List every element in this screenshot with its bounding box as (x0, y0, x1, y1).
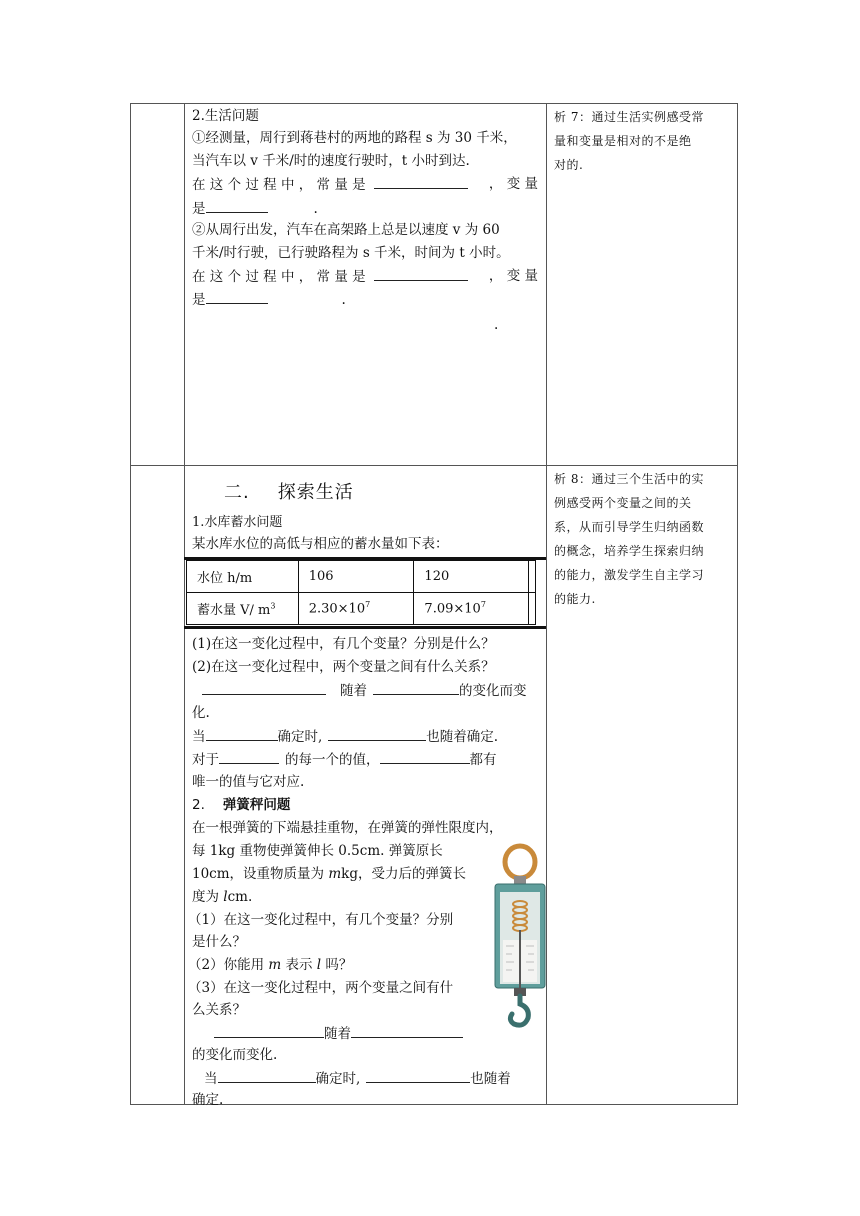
spring-answer-line2: 的变化而变化. (192, 1047, 278, 1063)
change-text: 的变化而变 (459, 683, 527, 699)
sub-title-reservoir: 1.水库蓄水问题 (192, 515, 283, 530)
spring-q3b: 么关系？ (192, 1002, 246, 1018)
meiyige-text: 的每一个的值， (285, 752, 380, 768)
q1-line3 (192, 174, 538, 195)
water-level-table (186, 560, 536, 625)
table-row (187, 561, 536, 593)
reservoir-question-1: (1)在这一变化过程中，有几个变量？分别是什么？ (192, 636, 495, 652)
answer-blank[interactable] (373, 680, 459, 695)
stray-dot: . (494, 317, 499, 333)
reservoir-answer-line1 (192, 680, 527, 701)
q1-line3-tail: ， 变 量 (488, 176, 538, 192)
spring-q1b: 是什么？ (192, 934, 246, 950)
queding-text: 确定时, (277, 729, 323, 745)
duiyu-text: 对于 (192, 752, 219, 768)
variable-blank[interactable] (206, 198, 268, 213)
table-cell: 120 (414, 561, 529, 593)
reservoir-answer-hua: 化. (192, 705, 210, 721)
spring-answer-line1: 随着 (192, 1023, 463, 1044)
answer-blank[interactable] (380, 749, 470, 764)
bottom-hook (510, 996, 528, 1025)
answer-blank[interactable] (328, 726, 426, 741)
q1-line2: 当汽车以 v 千米/时的速度行驶时，t 小时到达. (192, 153, 470, 169)
spring-q1a: （1）在这一变化过程中，有几个变量？分别 (188, 912, 454, 928)
douyou-text: 都有 (469, 752, 497, 768)
reservoir-answer-line2 (192, 726, 498, 747)
note7-line1: 析 7：通过生活实例感受常 (554, 110, 704, 124)
answer-blank[interactable] (366, 1068, 470, 1083)
reservoir-question-2: (2)在这一变化过程中，两个变量之间有什么关系？ (192, 659, 495, 675)
table-top-border (130, 103, 738, 104)
table-cell: 蓄水量 V/ $m^3$ (187, 593, 299, 625)
q2-line2: 千米/时行驶，已行驶路程为 s 千米，时间为 t 小时。 (192, 245, 510, 261)
constant-blank-2[interactable] (374, 266, 468, 281)
q2-line3-text: 在 这 个 过 程 中 ， 常 量 是 (192, 269, 366, 285)
q2-line4-text: 是 (192, 292, 206, 308)
spring-scale-image (490, 842, 550, 1036)
spring-q2: （2）你能用 m 表示 l 吗？ (188, 957, 353, 973)
constant-blank[interactable] (374, 174, 468, 189)
reservoir-answer-line3 (192, 749, 497, 770)
water-table-bottom-rule (184, 626, 546, 629)
top-ring (505, 846, 535, 878)
note8-line6: 的能力. (554, 592, 596, 606)
table-cell: 水位 h/m (187, 561, 299, 593)
q2-line1: ②从周行出发，汽车在高架路上总是以速度 v 为 60 (192, 222, 500, 238)
spring-p4: 度为 lcm. (192, 889, 253, 905)
spring-q3a: （3）在这一变化过程中，两个变量之间有什 (188, 980, 454, 996)
table-row (187, 593, 536, 625)
table-cell (529, 561, 536, 593)
heading-text: 探索生活 (277, 482, 354, 503)
answer-blank[interactable] (214, 1023, 324, 1038)
q1-line4-end: . (313, 201, 318, 217)
section1-title: 2.生活问题 (192, 108, 259, 124)
table-cell: 106 (298, 561, 414, 593)
answer-blank[interactable] (206, 726, 278, 741)
row-divider (130, 465, 738, 466)
note8-line4: 的概念，培养学生探索归纳 (554, 544, 705, 558)
q1-line3-text: 在 这 个 过 程 中 ， 常 量 是 (192, 177, 366, 193)
sub-title-spring (192, 795, 290, 815)
heading-number: 二. (224, 482, 250, 503)
spring-p1: 在一根弹簧的下端悬挂重物，在弹簧的弹性限度内， (192, 820, 503, 836)
spring-p3: 10cm，设重物质量为 mkg，受力后的弹簧长 (192, 866, 466, 882)
table-cell (529, 593, 536, 625)
q1-line4 (192, 198, 318, 219)
answer-blank[interactable] (202, 680, 326, 695)
q2-line4 (192, 289, 346, 310)
answer-blank[interactable] (351, 1023, 463, 1038)
spring-answer-line3: 当 确定时, 也随着 (192, 1068, 511, 1089)
q2-line4-end: . (341, 292, 346, 308)
sub2-number: 2. (192, 797, 205, 813)
table-cell: $2.30\times 10^7$ (298, 593, 414, 625)
table-left-border (130, 103, 131, 1105)
q2-line3 (192, 266, 538, 287)
q1-line4-text: 是 (192, 201, 206, 217)
column-divider-1 (184, 103, 185, 1105)
note8-line2: 例感受两个变量之间的关 (554, 496, 692, 510)
suizhe-text: 随着 (340, 683, 367, 699)
table-cell: $7.09\times 10^7$ (414, 593, 529, 625)
spring-p2: 每 1kg 重物使弹簧伸长 0.5cm. 弹簧原长 (192, 843, 443, 859)
spring-answer-line4: 确定. (192, 1092, 224, 1108)
note7-line3: 对的. (554, 158, 584, 172)
note8-line3: 系，从而引导学生归纳函数 (554, 520, 705, 534)
note8-line1: 析 8：通过三个生活中的实 (554, 472, 704, 486)
variable-blank-2[interactable] (206, 289, 268, 304)
q1-line1: ①经测量，周行到蒋巷村的两地的路程 s 为 30 千米， (192, 130, 517, 146)
ye-text: 也随着确定. (426, 729, 499, 745)
sub2-text: 弹簧秤问题 (222, 797, 291, 813)
q2-line3-tail: ， 变 量 (488, 268, 538, 284)
table-right-border (737, 103, 738, 1105)
reservoir-answer-line4: 唯一的值与它对应. (192, 774, 305, 790)
reservoir-intro: 某水库水位的高低与相应的蓄水量如下表： (192, 536, 449, 552)
answer-blank[interactable] (219, 749, 279, 764)
answer-blank[interactable] (218, 1068, 316, 1083)
note8-line5: 的能力，激发学生自主学习 (554, 568, 705, 582)
section2-heading (224, 478, 354, 504)
dang-text: 当 (192, 729, 206, 745)
note7-line2: 量和变量是相对的不是绝 (554, 134, 692, 148)
